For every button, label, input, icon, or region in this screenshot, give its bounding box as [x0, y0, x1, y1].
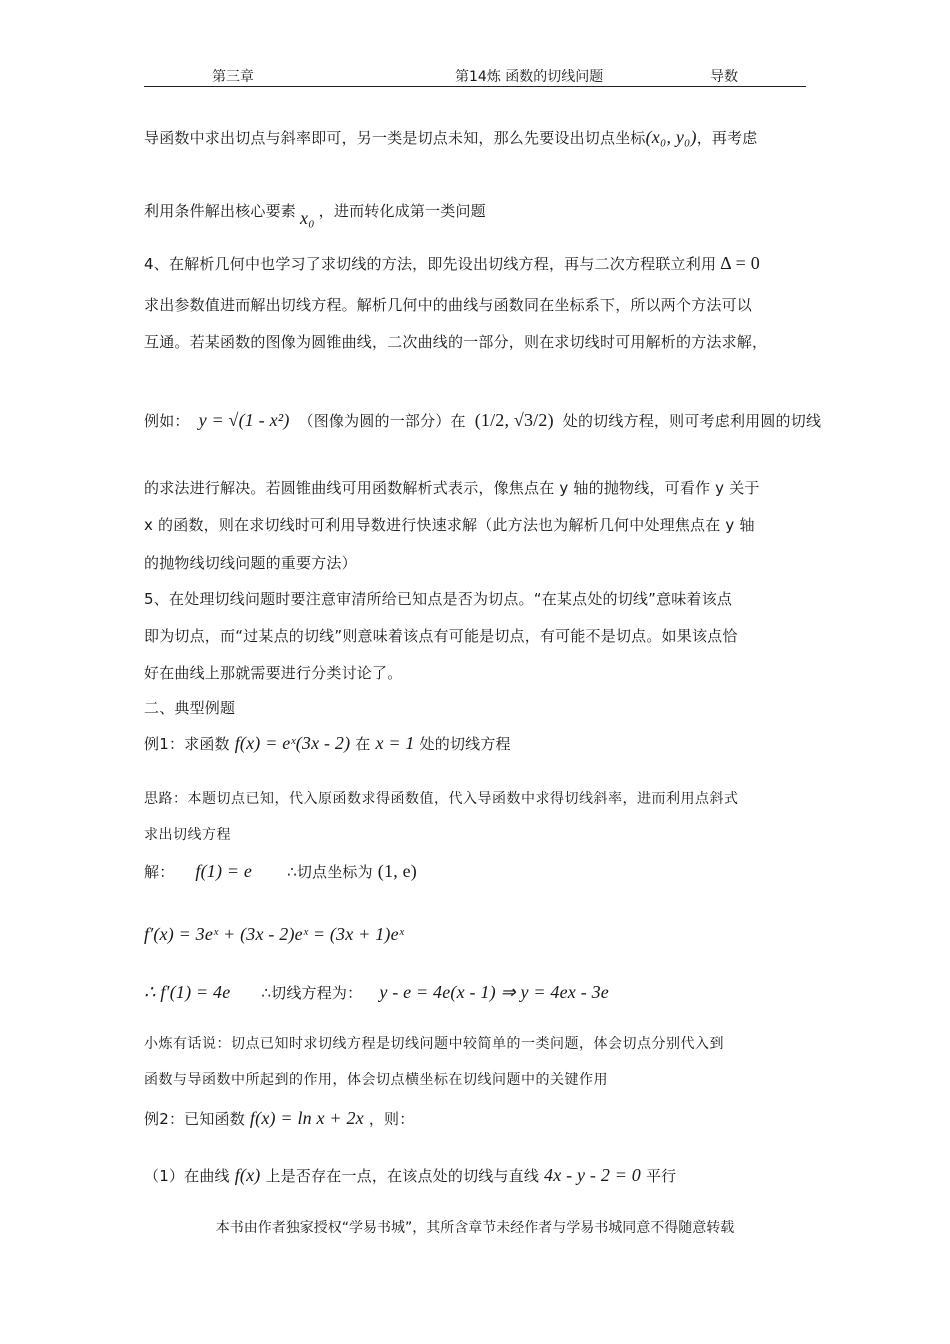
math-expression: f(x) [234, 1165, 261, 1185]
math-expression: (1/2, √3/2) [474, 410, 554, 430]
text-line: 求出切线方程 [144, 827, 231, 843]
math-expression: Δ = 0 [720, 253, 760, 273]
example-2-part-1: （1）在曲线 f(x) 上是否存在一点，在该点处的切线与直线 4x - y - 2 = 0 平行 [144, 1165, 677, 1185]
text-line: 求出参数值进而解出切线方程。解析几何中的曲线与函数同在坐标系下，所以两个方法可以 [144, 296, 753, 314]
text-line: 的抛物线切线问题的重要方法） [144, 554, 357, 572]
header-chapter: 第三章 [212, 69, 254, 85]
text-line: 互通。若某函数的图像为圆锥曲线，二次曲线的一部分，则在求切线时可用解析的方法求解， [144, 333, 768, 351]
math-expression: y = √(1 - x²) [198, 410, 290, 430]
math-expression: f′(x) = 3eˣ + (3x - 2)eˣ = (3x + 1)eˣ [144, 924, 405, 944]
example-1: 例1：求函数 f(x) = eˣ(3x - 2) 在 x = 1 处的切线方程 [144, 733, 511, 753]
text-line: 例如： y = √(1 - x²) （图像为圆的一部分）在 (1/2, √3/2) 处的切线方程，则可考虑利用圆的切线 [144, 410, 822, 430]
copyright-footer: 本书由作者独家授权“学易书城”，其所含章节未经作者与学易书城同意不得随意转载 [215, 1220, 735, 1236]
math-line [144, 924, 814, 945]
example-2: 例2：已知函数 f(x) = ln x + 2x ，则： [144, 1108, 415, 1128]
text-line: 利用条件解出核心要素 x₀ ，进而转化成第一类问题 [144, 202, 486, 228]
text-line: 4、在解析几何中也学习了求切线的方法，即先设出切线方程，再与二次方程联立利用 Δ = 0 [144, 253, 760, 273]
math-expression: f(x) = eˣ(3x - 2) [234, 733, 351, 753]
math-expression: y - e = 4e(x - 1) ⇒ y = 4ex - 3e [379, 982, 609, 1002]
math-expression: (1, e) [377, 861, 417, 881]
text-line: 导函数中求出切点与斜率即可，另一类是切点未知，那么先要设出切点坐标(x₀, y₀)，再考虑 [144, 127, 758, 147]
remark: 小炼有话说：切点已知时求切线方程是切线问题中较简单的一类问题，体会切点分别代入到 [144, 1036, 724, 1052]
header-title: 第14炼 函数的切线问题 [455, 69, 604, 85]
text-line: 5、在处理切线问题时要注意审清所给已知点是否为切点。“在某点处的切线”意味着该点 [144, 590, 733, 608]
text-line: x 的函数，则在求切线时可利用导数进行快速求解（此方法也为解析几何中处理焦点在 y 轴 [144, 516, 755, 534]
math-expression: 4x - y - 2 = 0 [544, 1165, 641, 1185]
text-line: 的求法进行解决。若圆锥曲线可用函数解析式表示，像焦点在 y 轴的抛物线，可看作 y 关于 [144, 479, 760, 497]
math-expression: ∴ f′(1) = 4e [144, 982, 231, 1002]
header-rule [144, 86, 806, 87]
header-section: 导数 [710, 69, 738, 85]
text-line: 解： f(1) = e ∴切点坐标为 (1, e) [144, 861, 417, 881]
math-expression: x = 1 [375, 733, 415, 753]
math-expression: f(1) = e [195, 861, 253, 881]
section-heading: 二、典型例题 [144, 699, 236, 717]
solution-idea: 思路：本题切点已知，代入原函数求得函数值，代入导函数中求得切线斜率，进而利用点斜式 [144, 791, 739, 807]
math-line: ∴ f′(1) = 4e ∴切线方程为： y - e = 4e(x - 1) ⇒ y = 4ex - 3e [144, 982, 609, 1002]
math-expression: (x₀, y₀) [645, 127, 697, 147]
math-expression: f(x) = ln x + 2x [249, 1108, 364, 1128]
text-line: 好在曲线上那就需要进行分类讨论了。 [144, 664, 403, 682]
text-line: 即为切点，而“过某点的切线”则意味着该点有可能是切点，有可能不是切点。如果该点恰 [144, 627, 738, 645]
math-expression: x₀ [300, 208, 315, 228]
text-line: 函数与导函数中所起到的作用，体会切点横坐标在切线问题中的关键作用 [144, 1072, 608, 1088]
